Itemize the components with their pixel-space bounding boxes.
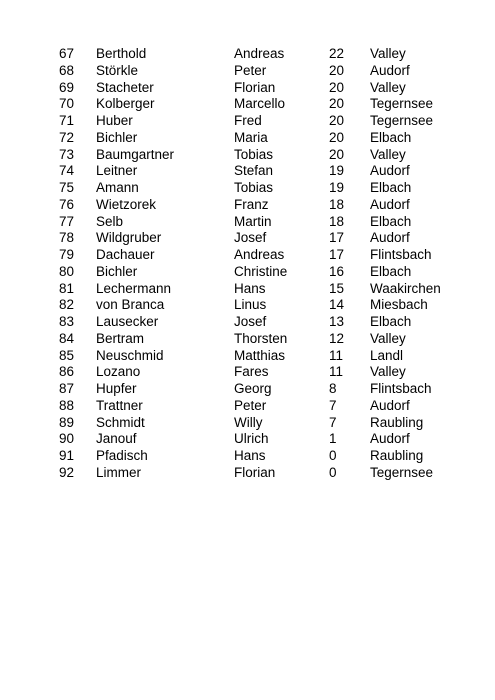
points-cell: 7: [329, 414, 337, 430]
rank-cell: 78: [59, 230, 75, 246]
result-row: [0, 247, 495, 264]
club-cell: Elbach: [370, 314, 412, 329]
last-name-cell: Lausecker: [96, 314, 159, 329]
rank-cell: 68: [59, 62, 75, 78]
points-cell: 15: [329, 280, 345, 296]
first-name-cell: Franz: [234, 196, 269, 212]
club-cell: Elbach: [370, 180, 412, 195]
rank-cell: 80: [59, 263, 75, 279]
rank-cell: 87: [59, 381, 75, 396]
result-row: [0, 281, 495, 298]
first-name-cell: Georg: [234, 381, 272, 396]
first-name-cell: Peter: [234, 62, 267, 78]
last-name-cell: Bichler: [96, 129, 138, 145]
last-name-cell: Schmidt: [96, 414, 145, 430]
result-row: [0, 297, 495, 314]
rank-cell: 85: [59, 347, 75, 363]
first-name-cell: Linus: [234, 297, 267, 313]
result-row: [0, 180, 495, 197]
last-name-cell: Leitner: [96, 163, 138, 179]
last-name-cell: Trattner: [96, 397, 143, 413]
club-cell: Tegernsee: [370, 464, 434, 480]
club-cell: Landl: [370, 347, 404, 363]
rank-cell: 92: [59, 464, 75, 480]
result-row: [0, 214, 495, 231]
rank-cell: 88: [59, 397, 75, 413]
last-name-cell: Kolberger: [96, 96, 155, 112]
club-cell: Audorf: [370, 62, 410, 78]
points-cell: 7: [329, 397, 337, 413]
rank-cell: 71: [59, 113, 75, 128]
points-cell: 13: [329, 314, 345, 329]
club-cell: Waakirchen: [370, 280, 441, 296]
result-row: [0, 314, 495, 331]
points-cell: 14: [329, 297, 345, 313]
last-name-cell: Huber: [96, 113, 133, 128]
last-name-cell: Hupfer: [96, 381, 137, 396]
last-name-cell: Pfadisch: [96, 448, 148, 463]
points-cell: 0: [329, 464, 337, 480]
rank-cell: 81: [59, 280, 75, 296]
points-cell: 20: [329, 146, 345, 162]
last-name-cell: Dachauer: [96, 247, 155, 262]
club-cell: Audorf: [370, 397, 410, 413]
last-name-cell: Neuschmid: [96, 347, 164, 363]
points-cell: 8: [329, 381, 337, 396]
points-cell: 20: [329, 113, 345, 128]
points-cell: 17: [329, 247, 345, 262]
points-cell: 18: [329, 213, 345, 229]
result-row: [0, 96, 495, 113]
first-name-cell: Martin: [234, 213, 272, 229]
last-name-cell: Lozano: [96, 364, 141, 380]
rank-cell: 72: [59, 129, 75, 145]
first-name-cell: Florian: [234, 464, 276, 480]
points-cell: 12: [329, 330, 345, 346]
points-cell: 19: [329, 180, 345, 195]
first-name-cell: Hans: [234, 280, 266, 296]
rank-cell: 83: [59, 314, 75, 329]
club-cell: Elbach: [370, 129, 412, 145]
last-name-cell: Wildgruber: [96, 230, 162, 246]
last-name-cell: Baumgartner: [96, 146, 175, 162]
result-row: [0, 113, 495, 130]
club-cell: Flintsbach: [370, 381, 432, 396]
first-name-cell: Fares: [234, 364, 269, 380]
points-cell: 20: [329, 129, 345, 145]
club-cell: Tegernsee: [370, 113, 434, 128]
last-name-cell: Lechermann: [96, 280, 172, 296]
club-cell: Miesbach: [370, 297, 428, 313]
points-cell: 22: [329, 46, 345, 61]
first-name-cell: Fred: [234, 113, 262, 128]
points-cell: 20: [329, 79, 345, 95]
points-cell: 20: [329, 96, 345, 112]
points-cell: 19: [329, 163, 345, 179]
result-row: [0, 448, 495, 465]
rank-cell: 70: [59, 96, 75, 112]
first-name-cell: Hans: [234, 448, 266, 463]
last-name-cell: Bertram: [96, 330, 145, 346]
first-name-cell: Stefan: [234, 163, 274, 179]
rank-cell: 84: [59, 330, 75, 346]
points-cell: 11: [329, 364, 344, 380]
club-cell: Valley: [370, 146, 406, 162]
last-name-cell: Berthold: [96, 46, 147, 61]
rank-cell: 74: [59, 163, 75, 179]
result-row: [0, 398, 495, 415]
points-cell: 20: [329, 62, 345, 78]
club-cell: Valley: [370, 46, 406, 61]
last-name-cell: Amann: [96, 180, 139, 195]
last-name-cell: von Branca: [96, 297, 165, 313]
rank-cell: 73: [59, 146, 75, 162]
last-name-cell: Selb: [96, 213, 124, 229]
first-name-cell: Josef: [234, 230, 267, 246]
result-row: [0, 230, 495, 247]
result-row: [0, 163, 495, 180]
first-name-cell: Josef: [234, 314, 267, 329]
club-cell: Audorf: [370, 230, 410, 246]
points-cell: 0: [329, 448, 337, 463]
result-row: [0, 348, 495, 365]
first-name-cell: Marcello: [234, 96, 286, 112]
first-name-cell: Willy: [234, 414, 263, 430]
result-row: [0, 381, 495, 398]
first-name-cell: Christine: [234, 263, 288, 279]
club-cell: Valley: [370, 79, 406, 95]
result-row: [0, 264, 495, 281]
first-name-cell: Maria: [234, 129, 268, 145]
points-cell: 18: [329, 196, 345, 212]
result-row: [0, 147, 495, 164]
club-cell: Valley: [370, 330, 406, 346]
first-name-cell: Florian: [234, 79, 276, 95]
result-row: [0, 80, 495, 97]
rank-cell: 90: [59, 431, 75, 447]
last-name-cell: Störkle: [96, 62, 139, 78]
rank-cell: 77: [59, 213, 75, 229]
rank-cell: 86: [59, 364, 75, 380]
club-cell: Elbach: [370, 263, 412, 279]
rank-cell: 89: [59, 414, 75, 430]
result-row: [0, 130, 495, 147]
result-row: [0, 364, 495, 381]
first-name-cell: Tobias: [234, 180, 274, 195]
rank-cell: 75: [59, 180, 75, 195]
club-cell: Raubling: [370, 448, 424, 463]
first-name-cell: Thorsten: [234, 330, 288, 346]
result-row: [0, 63, 495, 80]
rank-cell: 82: [59, 297, 75, 313]
result-row: [0, 465, 495, 482]
rank-cell: 91: [59, 448, 75, 463]
club-cell: Audorf: [370, 196, 410, 212]
points-cell: 16: [329, 263, 345, 279]
results-list: [0, 46, 495, 482]
result-row: [0, 331, 495, 348]
last-name-cell: Stacheter: [96, 79, 154, 95]
result-row: [0, 415, 495, 432]
club-cell: Tegernsee: [370, 96, 434, 112]
first-name-cell: Peter: [234, 397, 267, 413]
club-cell: Raubling: [370, 414, 424, 430]
club-cell: Valley: [370, 364, 406, 380]
points-cell: 1: [329, 431, 337, 447]
first-name-cell: Andreas: [234, 247, 285, 262]
club-cell: Flintsbach: [370, 247, 432, 262]
first-name-cell: Tobias: [234, 146, 274, 162]
result-row: [0, 197, 495, 214]
first-name-cell: Ulrich: [234, 431, 269, 447]
first-name-cell: Matthias: [234, 347, 286, 363]
last-name-cell: Wietzorek: [96, 196, 157, 212]
rank-cell: 67: [59, 46, 75, 61]
rank-cell: 76: [59, 196, 75, 212]
points-cell: 17: [329, 230, 345, 246]
last-name-cell: Limmer: [96, 464, 142, 480]
result-row: [0, 431, 495, 448]
club-cell: Audorf: [370, 431, 410, 447]
last-name-cell: Bichler: [96, 263, 138, 279]
result-row: [0, 46, 495, 63]
club-cell: Audorf: [370, 163, 410, 179]
first-name-cell: Andreas: [234, 46, 285, 61]
rank-cell: 69: [59, 79, 75, 95]
last-name-cell: Janouf: [96, 431, 137, 447]
rank-cell: 79: [59, 247, 75, 262]
club-cell: Elbach: [370, 213, 412, 229]
points-cell: 11: [329, 347, 344, 363]
